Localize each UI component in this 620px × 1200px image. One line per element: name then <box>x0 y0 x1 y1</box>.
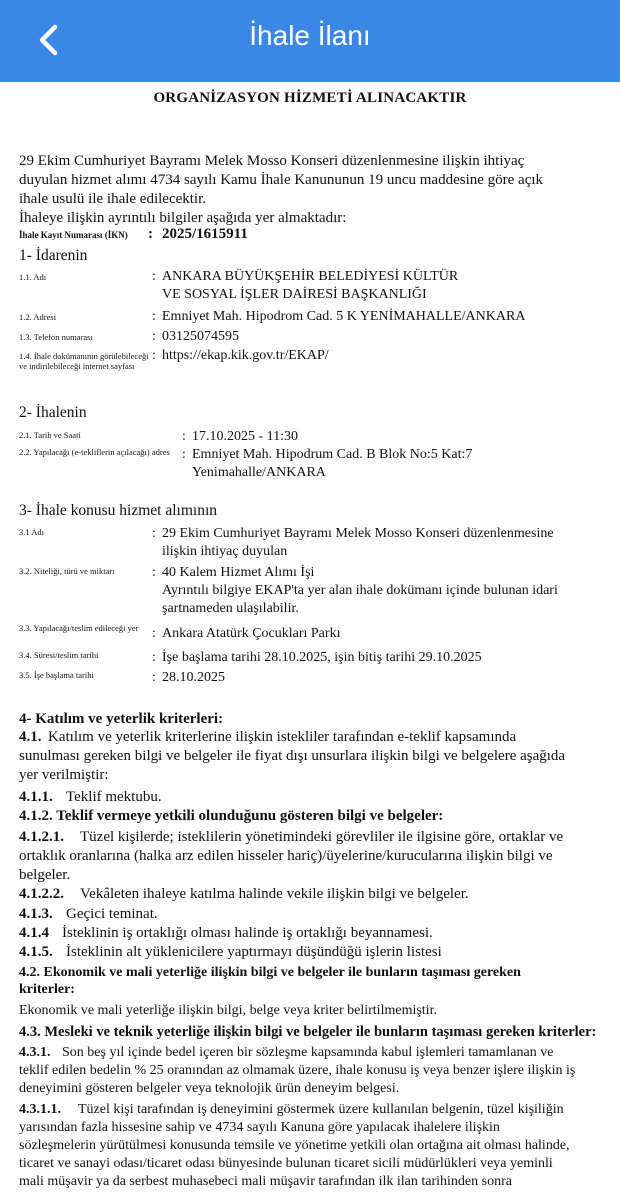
clause-text: teklif edilen bedelin % 25 oranından az olmamak üzere, ihale konusu iş veya benzer işlere ilişkin iş <box>19 1063 576 1078</box>
service-start-date: 28.10.2025 <box>162 670 225 685</box>
row-label: 2.2. Yapılacağı (e-tekliflerin açılacağı) adres <box>19 447 170 457</box>
intro-line: ihale usulü ile ihale edilecektir. <box>19 191 207 207</box>
idare-phone: 03125074595 <box>162 329 239 344</box>
row-colon: : <box>152 650 156 665</box>
clause-text: Son beş yıl içinde bedel içeren bir sözleşme kapsamında kabul işlemleri tamamlanan ve <box>62 1045 554 1060</box>
clause-number: 4.1.3. <box>19 906 53 922</box>
row-colon: : <box>152 626 156 641</box>
clause-text: yarısından fazla hissesine sahip ve 4734 sayılı Kanuna göre yapılacak ihalelere ilişkin <box>19 1120 500 1135</box>
clause-text: Geçici teminat. <box>66 906 158 922</box>
row-colon: : <box>152 526 156 541</box>
row-label: 3.4. Süresi/teslim tarihi <box>19 650 99 660</box>
row-colon: : <box>152 348 156 363</box>
clause-text: sözleşmelerin yürütülmesi konusunda temsile ve yönetime yetkili olan ortağına ait olması halinde, <box>19 1138 570 1153</box>
clause-number: 4.1.2.2. <box>19 886 64 902</box>
clause-number: 4.1.4 <box>19 925 49 941</box>
row-colon: : <box>152 670 156 685</box>
clause-text: ortaklık oranlarına (halka arz edilen hisseler hariç)/üyelerine/kurucularına ilişkin bilgi ve <box>19 848 553 864</box>
ikn-label: İhale Kayıt Numarası (İKN) <box>19 230 128 240</box>
clause-number: 4.1.1. <box>19 789 53 805</box>
row-label: 3.3. Yapılacağı/teslim edileceği yer <box>19 623 139 633</box>
section-4-title: 4- Katılım ve yeterlik kriterleri: <box>19 711 224 727</box>
row-label: 3.5. İşe başlama tarihi <box>19 670 94 680</box>
row-colon: : <box>152 309 156 324</box>
section-1-title: 1- İdarenin <box>19 247 88 264</box>
service-quantity: 40 Kalem Hizmet Alımı İşi <box>162 565 315 580</box>
clause-number: 4.1.2.1. <box>19 829 64 845</box>
idare-name: ANKARA BÜYÜKŞEHİR BELEDİYESİ KÜLTÜR VE SOSYAL İŞLER DAİRESİ BAŞKANLIĞI <box>162 269 459 302</box>
ikn-value: 2025/1615911 <box>162 226 248 242</box>
clause-text: Vekâleten ihaleye katılma halinde vekile ilişkin bilgi ve belgeler. <box>80 886 469 902</box>
row-colon: : <box>182 429 186 444</box>
intro-line: 29 Ekim Cumhuriyet Bayramı Melek Mosso Konseri düzenlenmesine ilişkin ihtiyaç <box>19 153 525 169</box>
clause-number: 4.1. <box>19 729 42 745</box>
tender-address: Emniyet Mah. Hipodrum Cad. B Blok No:5 Kat:7 Yenimahalle/ANKARA <box>192 447 473 480</box>
service-duration: İşe başlama tarihi 28.10.2025, işin bitiş tarihi 29.10.2025 <box>162 650 482 665</box>
service-location: Ankara Atatürk Çocukları Parkı <box>162 626 341 641</box>
service-detail: Ayrıntılı bilgiye EKAP'ta yer alan ihale dokümanı içinde bulunan idari şartnameden ulaşılabilir. <box>162 583 558 616</box>
row-colon: : <box>152 565 156 580</box>
idare-address: Emniyet Mah. Hipodrom Cad. 5 K YENİMAHALLE/ANKARA <box>162 309 526 324</box>
row-label: 1.2. Adresi <box>19 312 57 322</box>
row-colon: : <box>152 269 156 284</box>
clause-heading: 4.3. Mesleki ve teknik yeterliğe ilişkin bilgi ve belgeler ile bunların taşıması gereken kriterler: <box>19 1024 597 1040</box>
row-label: 1.4. İhale dokümanının görülebileceği ve indirilebileceği internet sayfası <box>19 351 149 371</box>
row-colon: : <box>152 329 156 344</box>
section-2-title: 2- İhalenin <box>19 404 87 421</box>
clause-text: Tüzel kişilerde; isteklilerin yönetimindeki görevliler ile ilgisine göre, ortaklar ve <box>80 829 564 845</box>
clause-text: Tüzel kişi tarafından iş deneyimini göstermek üzere kullanılan belgenin, tüzel kişiliğin <box>78 1102 564 1117</box>
row-label: 1.3. Telefon numarası <box>19 332 93 342</box>
row-colon: : <box>182 447 186 462</box>
tender-date: 17.10.2025 - 11:30 <box>192 429 299 444</box>
clause-number: 4.3.1. <box>19 1045 51 1060</box>
notice-document <box>0 82 620 1200</box>
clause-text: yer verilmiştir: <box>19 767 109 783</box>
clause-number: 4.1.5. <box>19 944 53 960</box>
clause-heading: 4.1.2. Teklif vermeye yetkili olunduğunu gösteren bilgi ve belgeler: <box>19 808 444 824</box>
row-label: 2.1. Tarih ve Saati <box>19 430 81 440</box>
clause-text: İsteklinin alt yüklenicilere yaptırmayı düşündüğü işlerin listesi <box>66 944 442 960</box>
app-header <box>0 0 620 82</box>
clause-text: Ekonomik ve mali yeterliğe ilişkin bilgi, belge veya kriter belirtilmemiştir. <box>19 1003 437 1018</box>
intro-detail-line: İhaleye ilişkin ayrıntılı bilgiler aşağıda yer almaktadır: <box>19 210 347 226</box>
row-label: 1.1. Adı <box>19 272 47 282</box>
clause-text: belgeler. <box>19 867 71 883</box>
ekap-link[interactable]: https://ekap.kik.gov.tr/EKAP/ <box>162 348 329 363</box>
service-name: 29 Ekim Cumhuriyet Bayramı Melek Mosso Konseri düzenlenmesine ilişkin ihtiyaç duyulan <box>162 526 554 559</box>
clause-number: 4.3.1.1. <box>19 1102 61 1117</box>
clause-text: mali müşavir ya da serbest muhasebeci mali müşavir tarafından ilk ilan tarihinden sonra <box>19 1174 512 1189</box>
ikn-colon: : <box>148 226 153 242</box>
document-heading: ORGANİZASYON HİZMETİ ALINACAKTIR <box>153 90 467 106</box>
clause-heading: kriterler: <box>19 982 75 997</box>
row-label: 3.2. Niteliği, türü ve miktarı <box>19 566 115 576</box>
clause-text: İsteklinin iş ortaklığı olması halinde iş ortaklığı beyannamesi. <box>62 925 433 941</box>
page-title: İhale İlanı <box>249 20 371 51</box>
row-label: 3.1 Adı <box>19 527 45 537</box>
clause-text: deneyimini gösteren belgeler veya teknolojik ürün deneyim belgesi. <box>19 1081 400 1096</box>
intro-line: duyulan hizmet alımı 4734 sayılı Kamu İhale Kanununun 19 uncu maddesine göre açık <box>19 172 544 188</box>
clause-heading: 4.2. Ekonomik ve mali yeterliğe ilişkin bilgi ve belgeler ile bunların taşıması gereken <box>19 965 521 980</box>
section-3-title: 3- İhale konusu hizmet alımının <box>19 502 218 519</box>
clause-text: sunulması gereken bilgi ve belgeler ile fiyat dışı unsurlara ilişkin bilgi ve belgelere aşağıda <box>19 748 566 764</box>
clause-text: Katılım ve yeterlik kriterlerine ilişkin istekliler tarafından e-teklif kapsamında <box>48 729 517 745</box>
clause-text: Teklif mektubu. <box>66 789 162 805</box>
clause-text: ticaret ve sanayi odası/ticaret odası bünyesinde bulunan ticaret sicili müdürlükleri veya yeminli <box>19 1156 553 1171</box>
